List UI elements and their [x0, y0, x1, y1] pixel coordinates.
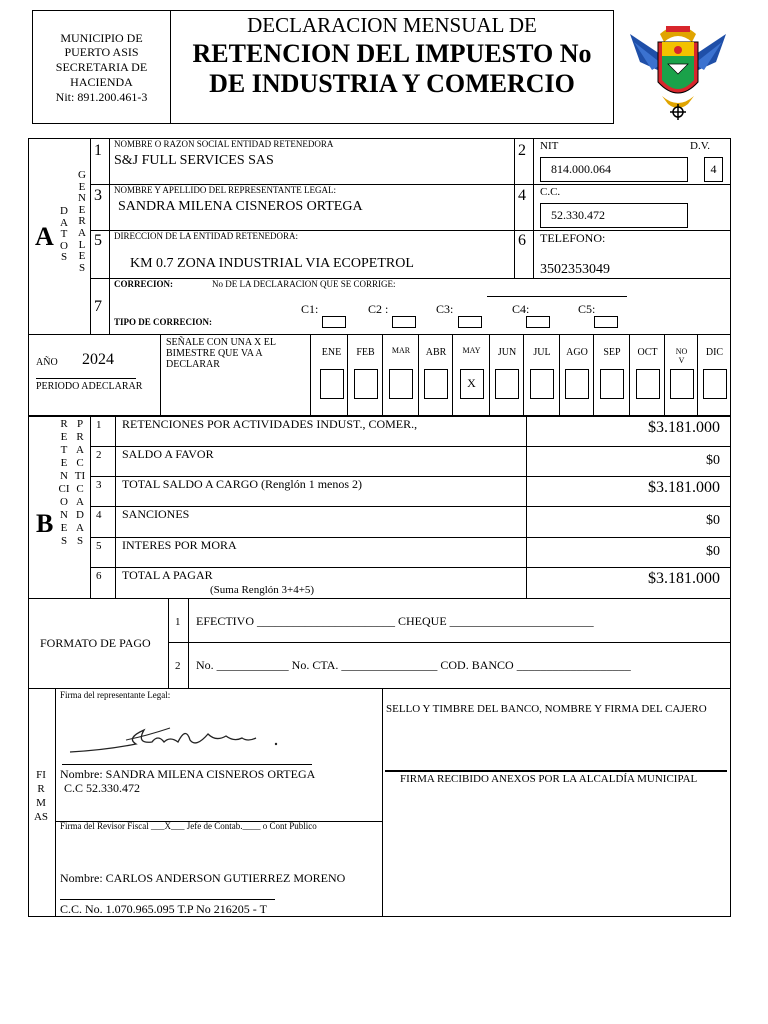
practicadas-vertical: PRACTICADAS — [74, 418, 86, 547]
ano-label: AÑO — [36, 357, 58, 368]
retenciones-vertical: RETENCIONES — [58, 418, 70, 547]
c5-checkbox[interactable] — [594, 316, 618, 328]
dv-value: 4 — [710, 162, 717, 176]
row-number-2: 2 — [518, 142, 526, 159]
instruccion-line2: BIMESTRE QUE VA A — [166, 348, 263, 359]
municipal-coat-of-arms-icon — [622, 12, 734, 124]
month-label: NO V — [675, 347, 688, 365]
b-row-label: TOTAL A PAGAR — [122, 568, 213, 582]
c1-label: C1: — [301, 302, 319, 316]
month-checkbox[interactable] — [703, 369, 727, 399]
b-row-number: 3 — [96, 479, 102, 491]
c1-checkbox[interactable] — [322, 316, 346, 328]
instruccion-line1: SEÑALE CON UNA X EL — [166, 337, 276, 348]
direccion-label: DIRECCION DE LA ENTIDAD RETENEDORA: — [114, 231, 298, 241]
row-number-7: 7 — [94, 298, 102, 315]
pago-label: FORMATO DE PAGO — [40, 636, 151, 650]
b-row-label: SALDO A FAVOR — [122, 447, 214, 461]
month-label: MAY — [462, 346, 481, 355]
row-number-6: 6 — [518, 232, 526, 249]
row-number-3: 3 — [94, 187, 102, 204]
c4-checkbox[interactable] — [526, 316, 550, 328]
rep-nombre: Nombre: SANDRA MILENA CISNEROS ORTEGA — [60, 767, 316, 781]
razon-social-label: NOMBRE O RAZON SOCIAL ENTIDAD RETENEDORA — [114, 139, 334, 149]
razon-social-value: S&J FULL SERVICES SAS — [114, 153, 274, 168]
section-a-letter: A — [35, 222, 54, 251]
telefono-value: 3502353049 — [540, 262, 610, 277]
nit-value: 814.000.064 — [551, 162, 611, 176]
c4-label: C4: — [512, 302, 530, 316]
revisor-signature-label: Firma del Revisor Fiscal ___X___ Jefe de Contab.____ o Cont Publico — [60, 821, 317, 831]
revisor-cc: C.C. No. 1.070.965.095 T.P No 216205 - T — [60, 902, 267, 916]
muni-line4: HACIENDA — [70, 75, 133, 89]
c2-checkbox[interactable] — [392, 316, 416, 328]
month-checkbox[interactable] — [565, 369, 589, 399]
b-row-label: TOTAL SALDO A CARGO (Renglón 1 menos 2) — [122, 477, 363, 491]
month-checkbox[interactable] — [320, 369, 344, 399]
month-checkbox[interactable] — [389, 369, 413, 399]
revisor-nombre: Nombre: CARLOS ANDERSON GUTIERREZ MORENO — [60, 871, 346, 885]
b-row-value[interactable]: $3.181.000 — [648, 419, 720, 436]
firma-anexos-label: FIRMA RECIBIDO ANEXOS POR LA ALCALDÍA MUNICIPAL — [400, 773, 698, 785]
month-label: ABR — [425, 347, 447, 358]
b-row-number: 2 — [96, 449, 102, 461]
title-line3: DE INDUSTRIA Y COMERCIO — [209, 69, 575, 98]
muni-line2: PUERTO ASIS — [64, 45, 139, 59]
b-row-number: 4 — [96, 509, 102, 521]
section-b-letter: B — [36, 509, 54, 538]
pago-row-number-1: 1 — [175, 616, 181, 628]
periodo-label: PERIODO ADECLARAR — [36, 381, 143, 392]
suma-note: (Suma Renglón 3+4+5) — [210, 584, 315, 596]
month-checkbox[interactable] — [495, 369, 519, 399]
b-row-label: SANCIONES — [122, 507, 190, 521]
b-row-value[interactable]: $0 — [706, 513, 720, 528]
ano-value: 2024 — [82, 351, 114, 368]
representante-label: NOMBRE Y APELLIDO DEL REPRESENTANTE LEGAL: — [114, 185, 337, 195]
instruccion-line3: DECLARAR — [166, 359, 220, 370]
b-row-number: 6 — [96, 570, 102, 582]
b-row-value[interactable]: $3.181.000 — [648, 479, 720, 496]
b-row-value[interactable]: $0 — [706, 453, 720, 468]
cc-label: C.C. — [540, 186, 561, 198]
correccion-label: CORRECION: — [114, 279, 174, 289]
pago-row-number-2: 2 — [175, 660, 181, 672]
direccion-value: KM 0.7 ZONA INDUSTRIAL VIA ECOPETROL — [130, 256, 414, 271]
month-label: ENE — [321, 347, 342, 358]
cuenta-banco-line[interactable]: No. ____________ No. CTA. ________________ COD. BANCO ___________________ — [196, 658, 631, 672]
nit-label: NIT — [540, 140, 559, 152]
muni-nit: Nit: 891.200.461-3 — [55, 90, 148, 104]
month-label: MAR — [391, 346, 411, 355]
c5-label: C5: — [578, 302, 596, 316]
month-checkbox[interactable] — [460, 369, 484, 399]
month-mark: X — [467, 376, 476, 390]
month-label: AGO — [566, 347, 588, 358]
no-declaracion-label: No DE LA DECLARACION QUE SE CORRIGE: — [212, 279, 396, 289]
b-row-number: 5 — [96, 540, 102, 552]
datos-vertical: DATOS — [60, 205, 68, 264]
efectivo-cheque-line[interactable]: EFECTIVO _______________________ CHEQUE ________________________ — [196, 614, 594, 628]
rep-signature-label: Firma del representante Legal: — [60, 690, 171, 700]
b-row-value[interactable]: $3.181.000 — [648, 570, 720, 587]
telefono-label: TELEFONO: — [540, 231, 606, 245]
sello-banco-label: SELLO Y TIMBRE DEL BANCO, NOMBRE Y FIRMA DEL CAJERO — [386, 703, 707, 715]
rep-cc: C.C 52.330.472 — [64, 781, 141, 795]
generales-vertical: GENERALES — [78, 169, 86, 274]
dv-label: D.V. — [690, 140, 710, 152]
row-number-1: 1 — [94, 142, 102, 159]
no-declaracion-line — [487, 296, 627, 297]
month-checkbox[interactable] — [600, 369, 624, 399]
month-label: JUN — [497, 347, 517, 358]
row-number-4: 4 — [518, 187, 526, 204]
b-row-label: RETENCIONES POR ACTIVIDADES INDUST., COMER., — [122, 417, 418, 431]
month-label: JUL — [533, 347, 551, 358]
month-label: SEP — [603, 347, 621, 358]
representante-value: SANDRA MILENA CISNEROS ORTEGA — [118, 199, 363, 214]
firmas-vertical: FIRMAS — [33, 769, 49, 823]
tipo-correccion-label: TIPO DE CORRECION: — [114, 317, 213, 327]
month-checkbox[interactable] — [354, 369, 378, 399]
b-row-value[interactable]: $0 — [706, 544, 720, 559]
title-line1: DECLARACION MENSUAL DE — [247, 13, 537, 37]
c3-checkbox[interactable] — [458, 316, 482, 328]
c3-label: C3: — [436, 302, 454, 316]
month-label: OCT — [637, 347, 658, 358]
month-checkbox[interactable] — [424, 369, 448, 399]
c2-label: C2 : — [368, 302, 389, 316]
month-label: FEB — [356, 347, 375, 358]
row-number-5: 5 — [94, 232, 102, 249]
muni-line1: MUNICIPIO DE — [60, 31, 143, 45]
handwritten-signature — [66, 720, 296, 760]
month-checkbox[interactable] — [636, 369, 660, 399]
muni-line3: SECRETARIA DE — [55, 60, 148, 74]
cc-value: 52.330.472 — [551, 208, 605, 222]
month-checkbox[interactable] — [530, 369, 554, 399]
b-row-label: INTERES POR MORA — [122, 538, 237, 552]
title-line2: RETENCION DEL IMPUESTO No — [192, 39, 592, 68]
month-label: DIC — [705, 347, 724, 358]
month-checkbox[interactable] — [670, 369, 694, 399]
b-row-number: 1 — [96, 419, 102, 431]
